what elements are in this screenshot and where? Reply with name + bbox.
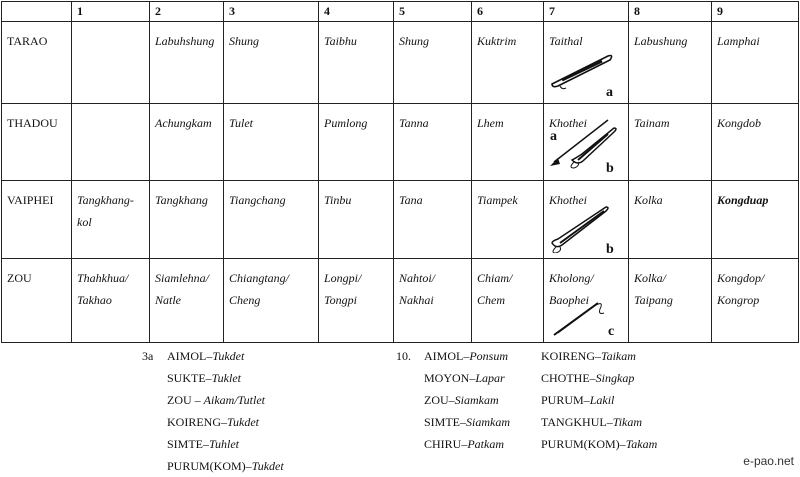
figure-caption: Kholong/ Baophei [549,270,594,307]
tribe-name: TANGKHUL– [541,415,613,429]
table-cell: Kolka/ Taipang [629,258,712,342]
tribe-name: SUKTE– [167,371,212,385]
tribe-name: SIMTE– [167,437,209,451]
list-item [541,389,657,411]
table-row-zou [2,258,799,342]
notes-section [0,345,800,474]
table-cell: Chiangtang/ Cheng [224,258,319,342]
table-cell: Kongduap [712,180,799,258]
tribe-name: CHOTHE– [541,371,596,385]
table-cell: Shung [394,22,472,104]
list-item [167,433,284,455]
table-cell: Tulet [224,104,319,180]
header-cell: 7 [544,2,629,22]
list-item [167,389,284,411]
tribe-name: SIMTE– [424,415,466,429]
tribe-name: KOIRENG– [541,349,601,363]
tribe-cell: TARAO [2,22,72,104]
table-cell: Chiam/ Chem [472,258,544,342]
tribe-name: PURUM– [541,393,590,407]
term: Siamkam [466,415,510,429]
table-cell: Kuktrim [472,22,544,104]
table-row-thadou [2,104,799,180]
table-cell: Tiangchang [224,180,319,258]
list-3a [167,345,284,477]
table-cell [72,22,150,104]
tribe-name: MOYON– [424,371,476,385]
figure-letter: c [608,323,615,339]
term: Tuklet [211,371,242,385]
header-cell: 6 [472,2,544,22]
header-cell: 3 [224,2,319,22]
term: Lakil [589,393,615,407]
watermark: e-pao.net [743,454,794,468]
tribe-cell: VAIPHEI [2,180,72,258]
term: Siamkam [454,393,499,407]
figure-caption: Khothei [549,192,587,207]
list-item [541,433,657,455]
list-item [424,411,510,433]
table-cell-with-figure [544,258,629,342]
list-10-col1 [424,345,510,455]
header-cell [2,2,72,22]
header-row [2,2,799,22]
vocabulary-table [1,1,799,343]
table-cell: Achungkam [150,104,224,180]
tribe-name: AIMOL– [424,349,470,363]
figure-caption: Khothei [549,116,587,131]
table-cell: Thahkhua/ Takhao [72,258,150,342]
list-item [541,345,657,367]
list-item [541,367,657,389]
table-cell-with-figure [544,22,629,104]
header-cell: 2 [150,2,224,22]
list-label: 10. [396,349,411,363]
list-label: 3a [142,349,154,363]
term: Tukdet [212,349,245,363]
table-cell: Shung [224,22,319,104]
tribe-name: ZOU– [424,393,455,407]
term: Patkam [467,437,504,451]
tribe-name: KOIRENG– [167,415,227,429]
list-item [424,389,510,411]
table-cell: Pumlong [319,104,394,180]
term: Aikam/Tutlet [203,393,266,407]
table-cell: Lhem [472,104,544,180]
tribe-name: ZOU – [167,393,204,407]
table-cell: Siamlehna/ Natle [150,258,224,342]
list-item [167,345,284,367]
term: Tukdet [227,415,259,429]
table-cell: Tanna [394,104,472,180]
figure-caption: Taithal [549,34,583,49]
figure-letter: b [606,241,614,257]
table-row-vaiphei [2,180,799,258]
list-item [167,367,284,389]
term: Tukdet [251,459,284,473]
tribe-name: PURUM(KOM)– [167,459,252,473]
table-cell-with-figure [544,180,629,258]
term: Taikam [601,349,636,363]
table-cell: Kongdob [712,104,799,180]
table-row-tarao [2,22,799,104]
list-item [424,433,510,455]
table-cell: Tainam [629,104,712,180]
table-cell [72,104,150,180]
table-cell: Labuhshung [150,22,224,104]
tribe-cell: THADOU [2,104,72,180]
term: Tuhlet [209,437,240,451]
list-item [424,345,510,367]
term: Tikam [612,415,643,429]
tribe-cell: ZOU [2,258,72,342]
table-cell: Taibhu [319,22,394,104]
list-item [541,411,657,433]
figure-letter: a [550,129,557,145]
term: Lapar [475,371,505,385]
figure-letter: b [606,161,614,177]
header-cell: 1 [72,2,150,22]
tribe-name: AIMOL– [167,349,213,363]
header-cell: 4 [319,2,394,22]
table-cell: Nahtoi/ Nakhai [394,258,472,342]
table-cell: Tana [394,180,472,258]
table-cell: Labushung [629,22,712,104]
table-cell: Tangkhang [150,180,224,258]
term: Takam [625,437,658,451]
table-cell: Tinbu [319,180,394,258]
list-item [424,367,510,389]
table-cell: Tangkhang-kol [72,180,150,258]
tribe-name: PURUM(KOM)– [541,437,626,451]
term: Ponsum [469,349,508,363]
list-item [167,411,284,433]
table-cell: Tiampek [472,180,544,258]
header-cell: 9 [712,2,799,22]
table-cell: Longpi/ Tongpi [319,258,394,342]
table-cell: Kongdop/ Kongrop [712,258,799,342]
table-cell-with-figure [544,104,629,180]
figure-letter: a [606,85,613,101]
term: Singkap [595,371,635,385]
tribe-name: CHIRU– [424,437,468,451]
header-cell: 5 [394,2,472,22]
header-cell: 8 [629,2,712,22]
table-cell: Lamphai [712,22,799,104]
list-10-col2 [541,345,657,455]
table-cell: Kolka [629,180,712,258]
